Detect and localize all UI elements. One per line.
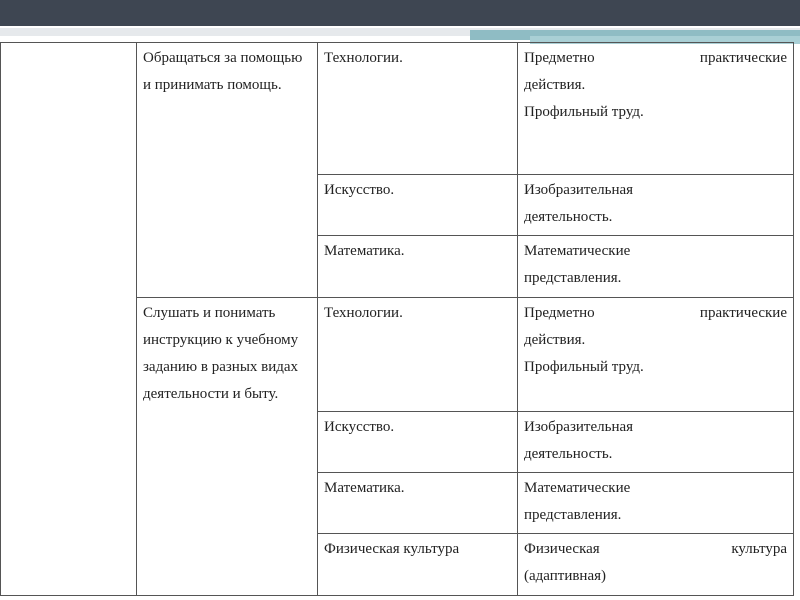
subject-cell: [318, 175, 518, 236]
skill-text: Слушать и понимать инструкцию к учебному заданию в разных видах деятельности и быту.: [143, 305, 299, 402]
activity-line: Изобразительная: [524, 419, 634, 435]
subject-cell: [318, 534, 518, 596]
subject-cell: [318, 43, 518, 175]
empty-first-column-cell: [1, 43, 137, 596]
activity-cell: [518, 473, 794, 534]
subject-text: Физическая культура: [324, 541, 460, 557]
skill-cell: [137, 43, 318, 298]
activity-line: деятельность.: [524, 209, 613, 225]
activity-line: Изобразительная: [524, 182, 634, 198]
skill-cell: [137, 298, 318, 596]
activity-line: Математические: [524, 480, 631, 496]
activity-word: Предметно: [524, 50, 595, 66]
top-decor-bar: [0, 0, 800, 26]
activity-cell: [518, 412, 794, 473]
activity-line: Математические: [524, 243, 631, 259]
subject-text: Математика.: [324, 243, 405, 259]
activity-cell: [518, 175, 794, 236]
activity-line: [524, 536, 787, 563]
activity-word: практические: [699, 50, 787, 66]
activity-cell: [518, 298, 794, 412]
subject-text: Технологии.: [324, 50, 403, 66]
subject-cell: [318, 473, 518, 534]
subject-cell: [318, 298, 518, 412]
activity-cell: [518, 534, 794, 596]
activity-word: культура: [731, 541, 787, 557]
subject-text: Технологии.: [324, 305, 403, 321]
activity-line: Профильный труд.: [524, 359, 644, 375]
subject-cell: [318, 412, 518, 473]
activity-word: Физическая: [524, 541, 600, 557]
activity-word: практические: [699, 305, 787, 321]
activity-line: представления.: [524, 507, 622, 523]
activity-word: Предметно: [524, 305, 595, 321]
activity-line: деятельность.: [524, 446, 613, 462]
activity-line: представления.: [524, 270, 622, 286]
subject-text: Искусство.: [324, 182, 395, 198]
activity-cell: [518, 236, 794, 298]
activity-line: действия.: [524, 77, 586, 93]
subject-text: Математика.: [324, 480, 405, 496]
activity-line: (адаптивная): [524, 568, 607, 584]
activity-line: действия.: [524, 332, 586, 348]
subject-text: Искусство.: [324, 419, 395, 435]
curriculum-table: [0, 42, 794, 596]
subject-cell: [318, 236, 518, 298]
skill-text: Обращаться за помощью и принимать помощь.: [143, 50, 303, 93]
activity-line: Профильный труд.: [524, 104, 644, 120]
activity-line: [524, 300, 787, 327]
activity-line: [524, 45, 787, 72]
table-row: [1, 43, 794, 175]
activity-cell: [518, 43, 794, 175]
